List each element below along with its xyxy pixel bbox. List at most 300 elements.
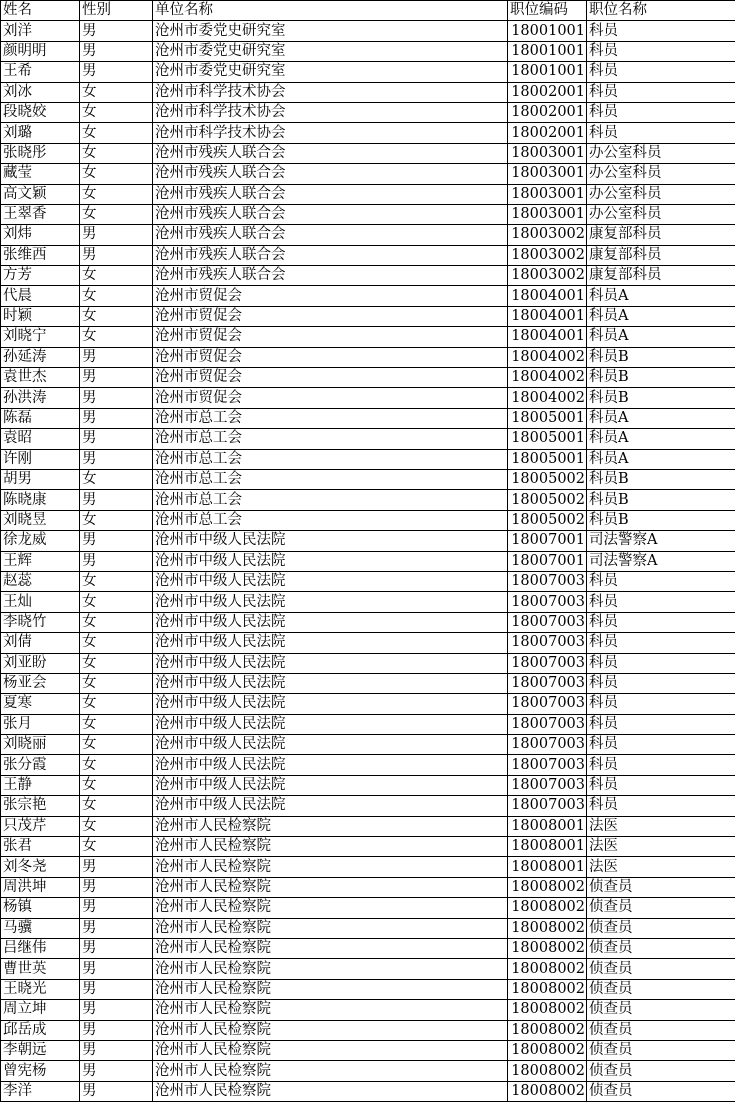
position-name-cell: 科员 xyxy=(587,102,735,122)
table-row xyxy=(1,21,735,41)
gender-cell: 男 xyxy=(80,1000,153,1020)
name-cell: 孙延涛 xyxy=(1,347,80,367)
unit-cell: 沧州市残疾人联合会 xyxy=(153,184,508,204)
position-name-cell: 科员 xyxy=(587,673,735,693)
table-row xyxy=(1,592,735,612)
gender-cell: 男 xyxy=(80,408,153,428)
gender-cell: 男 xyxy=(80,1040,153,1060)
gender-cell: 男 xyxy=(80,1020,153,1040)
header-position-name: 职位名称 xyxy=(587,1,735,21)
gender-cell: 女 xyxy=(80,775,153,795)
position-code-cell: 18005001 xyxy=(508,408,587,428)
position-name-cell: 科员B xyxy=(587,368,735,388)
table-row xyxy=(1,571,735,591)
unit-cell: 沧州市委党史研究室 xyxy=(153,62,508,82)
unit-cell: 沧州市人民检察院 xyxy=(153,1061,508,1081)
table-row xyxy=(1,551,735,571)
position-code-cell: 18005001 xyxy=(508,449,587,469)
position-code-cell: 18004002 xyxy=(508,347,587,367)
gender-cell: 女 xyxy=(80,306,153,326)
unit-cell: 沧州市人民检察院 xyxy=(153,877,508,897)
unit-cell: 沧州市残疾人联合会 xyxy=(153,164,508,184)
name-cell: 曾宪杨 xyxy=(1,1061,80,1081)
table-row xyxy=(1,1061,735,1081)
unit-cell: 沧州市科学技术协会 xyxy=(153,123,508,143)
unit-cell: 沧州市总工会 xyxy=(153,449,508,469)
position-code-cell: 18007003 xyxy=(508,633,587,653)
name-cell: 刘晓昱 xyxy=(1,510,80,530)
unit-cell: 沧州市人民检察院 xyxy=(153,857,508,877)
table-row xyxy=(1,388,735,408)
unit-cell: 沧州市科学技术协会 xyxy=(153,82,508,102)
gender-cell: 男 xyxy=(80,62,153,82)
position-code-cell: 18007003 xyxy=(508,735,587,755)
position-name-cell: 科员 xyxy=(587,735,735,755)
unit-cell: 沧州市人民检察院 xyxy=(153,959,508,979)
unit-cell: 沧州市总工会 xyxy=(153,490,508,510)
name-cell: 杨镇 xyxy=(1,898,80,918)
unit-cell: 沧州市中级人民法院 xyxy=(153,796,508,816)
table-row xyxy=(1,898,735,918)
table-row xyxy=(1,306,735,326)
unit-cell: 沧州市贸促会 xyxy=(153,368,508,388)
name-cell: 刘晓丽 xyxy=(1,735,80,755)
position-name-cell: 科员A xyxy=(587,327,735,347)
table-row xyxy=(1,102,735,122)
unit-cell: 沧州市中级人民法院 xyxy=(153,571,508,591)
gender-cell: 女 xyxy=(80,286,153,306)
table-row xyxy=(1,857,735,877)
name-cell: 张分霞 xyxy=(1,755,80,775)
table-row xyxy=(1,633,735,653)
gender-cell: 男 xyxy=(80,490,153,510)
name-cell: 陈磊 xyxy=(1,408,80,428)
table-row xyxy=(1,714,735,734)
gender-cell: 男 xyxy=(80,918,153,938)
unit-cell: 沧州市贸促会 xyxy=(153,306,508,326)
position-name-cell: 科员A xyxy=(587,408,735,428)
table-row xyxy=(1,1081,735,1101)
position-code-cell: 18007003 xyxy=(508,592,587,612)
position-code-cell: 18003001 xyxy=(508,184,587,204)
unit-cell: 沧州市贸促会 xyxy=(153,286,508,306)
table-row xyxy=(1,469,735,489)
position-name-cell: 侦查员 xyxy=(587,1000,735,1020)
position-name-cell: 科员B xyxy=(587,347,735,367)
position-name-cell: 法医 xyxy=(587,816,735,836)
name-cell: 周立坤 xyxy=(1,1000,80,1020)
position-name-cell: 侦查员 xyxy=(587,918,735,938)
position-code-cell: 18008002 xyxy=(508,877,587,897)
position-code-cell: 18008002 xyxy=(508,979,587,999)
gender-cell: 女 xyxy=(80,571,153,591)
gender-cell: 女 xyxy=(80,204,153,224)
name-cell: 王灿 xyxy=(1,592,80,612)
name-cell: 张晓彤 xyxy=(1,143,80,163)
position-name-cell: 科员 xyxy=(587,714,735,734)
name-cell: 夏寒 xyxy=(1,694,80,714)
table-row xyxy=(1,1040,735,1060)
gender-cell: 女 xyxy=(80,612,153,632)
position-name-cell: 科员B xyxy=(587,469,735,489)
position-name-cell: 科员 xyxy=(587,694,735,714)
unit-cell: 沧州市贸促会 xyxy=(153,347,508,367)
unit-cell: 沧州市总工会 xyxy=(153,408,508,428)
table-row xyxy=(1,796,735,816)
unit-cell: 沧州市贸促会 xyxy=(153,327,508,347)
position-code-cell: 18008001 xyxy=(508,837,587,857)
position-name-cell: 司法警察A xyxy=(587,531,735,551)
unit-cell: 沧州市中级人民法院 xyxy=(153,531,508,551)
name-cell: 徐龙威 xyxy=(1,531,80,551)
unit-cell: 沧州市贸促会 xyxy=(153,388,508,408)
name-cell: 只茂芹 xyxy=(1,816,80,836)
table-row xyxy=(1,653,735,673)
table-row xyxy=(1,184,735,204)
unit-cell: 沧州市残疾人联合会 xyxy=(153,143,508,163)
table-row xyxy=(1,449,735,469)
unit-cell: 沧州市总工会 xyxy=(153,469,508,489)
unit-cell: 沧州市人民检察院 xyxy=(153,938,508,958)
header-name: 姓名 xyxy=(1,1,80,21)
position-code-cell: 18004001 xyxy=(508,286,587,306)
gender-cell: 男 xyxy=(80,1081,153,1101)
position-name-cell: 科员 xyxy=(587,123,735,143)
gender-cell: 男 xyxy=(80,979,153,999)
position-name-cell: 科员 xyxy=(587,633,735,653)
unit-cell: 沧州市中级人民法院 xyxy=(153,694,508,714)
position-name-cell: 康复部科员 xyxy=(587,245,735,265)
name-cell: 王静 xyxy=(1,775,80,795)
gender-cell: 女 xyxy=(80,102,153,122)
gender-cell: 女 xyxy=(80,714,153,734)
position-name-cell: 办公室科员 xyxy=(587,164,735,184)
position-code-cell: 18003002 xyxy=(508,225,587,245)
position-name-cell: 法医 xyxy=(587,857,735,877)
table-row xyxy=(1,673,735,693)
position-name-cell: 科员 xyxy=(587,21,735,41)
name-cell: 吕继伟 xyxy=(1,938,80,958)
position-code-cell: 18007003 xyxy=(508,612,587,632)
name-cell: 刘冬尧 xyxy=(1,857,80,877)
position-code-cell: 18007003 xyxy=(508,673,587,693)
name-cell: 刘璐 xyxy=(1,123,80,143)
position-code-cell: 18005002 xyxy=(508,510,587,530)
gender-cell: 男 xyxy=(80,898,153,918)
gender-cell: 男 xyxy=(80,531,153,551)
gender-cell: 女 xyxy=(80,694,153,714)
table-row xyxy=(1,286,735,306)
name-cell: 李晓竹 xyxy=(1,612,80,632)
gender-cell: 女 xyxy=(80,82,153,102)
position-name-cell: 侦查员 xyxy=(587,898,735,918)
position-name-cell: 科员 xyxy=(587,612,735,632)
position-code-cell: 18008002 xyxy=(508,1081,587,1101)
unit-cell: 沧州市人民检察院 xyxy=(153,837,508,857)
gender-cell: 男 xyxy=(80,877,153,897)
position-name-cell: 科员A xyxy=(587,429,735,449)
position-name-cell: 科员 xyxy=(587,571,735,591)
gender-cell: 女 xyxy=(80,633,153,653)
position-code-cell: 18008002 xyxy=(508,1061,587,1081)
position-code-cell: 18008002 xyxy=(508,1000,587,1020)
unit-cell: 沧州市科学技术协会 xyxy=(153,102,508,122)
gender-cell: 女 xyxy=(80,816,153,836)
table-row xyxy=(1,938,735,958)
name-cell: 张维西 xyxy=(1,245,80,265)
position-name-cell: 侦查员 xyxy=(587,1020,735,1040)
unit-cell: 沧州市中级人民法院 xyxy=(153,612,508,632)
table-row xyxy=(1,918,735,938)
table-row xyxy=(1,368,735,388)
position-code-cell: 18004002 xyxy=(508,368,587,388)
position-name-cell: 科员 xyxy=(587,653,735,673)
name-cell: 刘冰 xyxy=(1,82,80,102)
position-name-cell: 科员B xyxy=(587,510,735,530)
position-code-cell: 18008002 xyxy=(508,898,587,918)
gender-cell: 女 xyxy=(80,143,153,163)
position-code-cell: 18005002 xyxy=(508,490,587,510)
table-row xyxy=(1,204,735,224)
header-gender: 性别 xyxy=(80,1,153,21)
position-code-cell: 18002001 xyxy=(508,102,587,122)
position-name-cell: 科员B xyxy=(587,388,735,408)
position-name-cell: 科员 xyxy=(587,62,735,82)
unit-cell: 沧州市中级人民法院 xyxy=(153,673,508,693)
table-row xyxy=(1,143,735,163)
table-row xyxy=(1,979,735,999)
table-row xyxy=(1,510,735,530)
name-cell: 代晨 xyxy=(1,286,80,306)
table-row xyxy=(1,347,735,367)
gender-cell: 女 xyxy=(80,327,153,347)
position-name-cell: 侦查员 xyxy=(587,877,735,897)
position-code-cell: 18007001 xyxy=(508,531,587,551)
name-cell: 时颖 xyxy=(1,306,80,326)
unit-cell: 沧州市委党史研究室 xyxy=(153,41,508,61)
position-name-cell: 侦查员 xyxy=(587,1061,735,1081)
header-position-code: 职位编码 xyxy=(508,1,587,21)
position-name-cell: 侦查员 xyxy=(587,959,735,979)
table-row xyxy=(1,959,735,979)
position-code-cell: 18008002 xyxy=(508,918,587,938)
table-row xyxy=(1,775,735,795)
position-code-cell: 18007003 xyxy=(508,571,587,591)
gender-cell: 女 xyxy=(80,735,153,755)
table-row xyxy=(1,429,735,449)
position-code-cell: 18002001 xyxy=(508,123,587,143)
position-name-cell: 司法警察A xyxy=(587,551,735,571)
position-code-cell: 18002001 xyxy=(508,82,587,102)
position-code-cell: 18008002 xyxy=(508,938,587,958)
table-row xyxy=(1,225,735,245)
gender-cell: 女 xyxy=(80,837,153,857)
gender-cell: 男 xyxy=(80,347,153,367)
unit-cell: 沧州市人民检察院 xyxy=(153,1040,508,1060)
name-cell: 张宗艳 xyxy=(1,796,80,816)
gender-cell: 女 xyxy=(80,469,153,489)
position-name-cell: 办公室科员 xyxy=(587,143,735,163)
position-code-cell: 18007001 xyxy=(508,551,587,571)
position-name-cell: 侦查员 xyxy=(587,979,735,999)
table-body xyxy=(1,21,735,1102)
unit-cell: 沧州市中级人民法院 xyxy=(153,653,508,673)
table-row xyxy=(1,245,735,265)
position-code-cell: 18007003 xyxy=(508,755,587,775)
position-name-cell: 侦查员 xyxy=(587,1040,735,1060)
position-code-cell: 18003001 xyxy=(508,204,587,224)
position-name-cell: 科员 xyxy=(587,775,735,795)
gender-cell: 男 xyxy=(80,1061,153,1081)
name-cell: 王翠香 xyxy=(1,204,80,224)
gender-cell: 男 xyxy=(80,857,153,877)
position-name-cell: 科员 xyxy=(587,592,735,612)
position-code-cell: 18008001 xyxy=(508,857,587,877)
header-unit: 单位名称 xyxy=(153,1,508,21)
unit-cell: 沧州市残疾人联合会 xyxy=(153,225,508,245)
gender-cell: 男 xyxy=(80,368,153,388)
name-cell: 方芳 xyxy=(1,266,80,286)
unit-cell: 沧州市中级人民法院 xyxy=(153,551,508,571)
gender-cell: 男 xyxy=(80,551,153,571)
name-cell: 刘炜 xyxy=(1,225,80,245)
header-row xyxy=(1,1,735,21)
name-cell: 邱岳成 xyxy=(1,1020,80,1040)
name-cell: 孙洪涛 xyxy=(1,388,80,408)
position-code-cell: 18003001 xyxy=(508,164,587,184)
name-cell: 刘晓宁 xyxy=(1,327,80,347)
table-row xyxy=(1,490,735,510)
table-row xyxy=(1,755,735,775)
unit-cell: 沧州市中级人民法院 xyxy=(153,592,508,612)
position-code-cell: 18007003 xyxy=(508,653,587,673)
position-code-cell: 18007003 xyxy=(508,714,587,734)
name-cell: 李朝远 xyxy=(1,1040,80,1060)
unit-cell: 沧州市人民检察院 xyxy=(153,1000,508,1020)
unit-cell: 沧州市总工会 xyxy=(153,510,508,530)
name-cell: 张君 xyxy=(1,837,80,857)
table-row xyxy=(1,1000,735,1020)
position-code-cell: 18005002 xyxy=(508,469,587,489)
name-cell: 袁昭 xyxy=(1,429,80,449)
table-row xyxy=(1,82,735,102)
table-row xyxy=(1,735,735,755)
unit-cell: 沧州市残疾人联合会 xyxy=(153,204,508,224)
table-row xyxy=(1,266,735,286)
gender-cell: 女 xyxy=(80,755,153,775)
name-cell: 刘洋 xyxy=(1,21,80,41)
position-name-cell: 科员 xyxy=(587,796,735,816)
table-row xyxy=(1,877,735,897)
position-name-cell: 法医 xyxy=(587,837,735,857)
gender-cell: 女 xyxy=(80,653,153,673)
table-row xyxy=(1,41,735,61)
gender-cell: 男 xyxy=(80,388,153,408)
name-cell: 高文颖 xyxy=(1,184,80,204)
gender-cell: 男 xyxy=(80,938,153,958)
gender-cell: 女 xyxy=(80,184,153,204)
gender-cell: 男 xyxy=(80,429,153,449)
name-cell: 陈晓康 xyxy=(1,490,80,510)
table-row xyxy=(1,123,735,143)
name-cell: 藏莹 xyxy=(1,164,80,184)
table-row xyxy=(1,816,735,836)
position-name-cell: 侦查员 xyxy=(587,1081,735,1101)
name-cell: 王辉 xyxy=(1,551,80,571)
unit-cell: 沧州市中级人民法院 xyxy=(153,714,508,734)
position-code-cell: 18004002 xyxy=(508,388,587,408)
unit-cell: 沧州市人民检察院 xyxy=(153,918,508,938)
name-cell: 曹世英 xyxy=(1,959,80,979)
unit-cell: 沧州市残疾人联合会 xyxy=(153,245,508,265)
unit-cell: 沧州市中级人民法院 xyxy=(153,633,508,653)
gender-cell: 男 xyxy=(80,959,153,979)
gender-cell: 男 xyxy=(80,449,153,469)
name-cell: 马骥 xyxy=(1,918,80,938)
gender-cell: 女 xyxy=(80,266,153,286)
position-name-cell: 康复部科员 xyxy=(587,225,735,245)
position-code-cell: 18004001 xyxy=(508,327,587,347)
gender-cell: 女 xyxy=(80,673,153,693)
position-code-cell: 18008001 xyxy=(508,816,587,836)
name-cell: 王晓光 xyxy=(1,979,80,999)
position-name-cell: 办公室科员 xyxy=(587,204,735,224)
table-row xyxy=(1,164,735,184)
unit-cell: 沧州市人民检察院 xyxy=(153,816,508,836)
position-name-cell: 科员 xyxy=(587,41,735,61)
position-name-cell: 办公室科员 xyxy=(587,184,735,204)
gender-cell: 男 xyxy=(80,21,153,41)
table-row xyxy=(1,408,735,428)
gender-cell: 女 xyxy=(80,123,153,143)
table-row xyxy=(1,531,735,551)
name-cell: 胡男 xyxy=(1,469,80,489)
unit-cell: 沧州市人民检察院 xyxy=(153,898,508,918)
position-name-cell: 科员 xyxy=(587,82,735,102)
position-code-cell: 18007003 xyxy=(508,694,587,714)
table-row xyxy=(1,694,735,714)
unit-cell: 沧州市人民检察院 xyxy=(153,979,508,999)
position-name-cell: 科员A xyxy=(587,286,735,306)
name-cell: 袁世杰 xyxy=(1,368,80,388)
name-cell: 刘亚盼 xyxy=(1,653,80,673)
unit-cell: 沧州市人民检察院 xyxy=(153,1020,508,1040)
name-cell: 段晓姣 xyxy=(1,102,80,122)
gender-cell: 男 xyxy=(80,245,153,265)
gender-cell: 女 xyxy=(80,510,153,530)
name-cell: 李洋 xyxy=(1,1081,80,1101)
position-code-cell: 18001001 xyxy=(508,62,587,82)
position-code-cell: 18008002 xyxy=(508,1020,587,1040)
name-cell: 颜明明 xyxy=(1,41,80,61)
position-name-cell: 科员B xyxy=(587,490,735,510)
name-cell: 王希 xyxy=(1,62,80,82)
position-name-cell: 科员A xyxy=(587,306,735,326)
position-code-cell: 18003001 xyxy=(508,143,587,163)
table-row xyxy=(1,612,735,632)
gender-cell: 男 xyxy=(80,41,153,61)
position-code-cell: 18008002 xyxy=(508,1040,587,1060)
table-row xyxy=(1,1020,735,1040)
table-row xyxy=(1,327,735,347)
unit-cell: 沧州市中级人民法院 xyxy=(153,755,508,775)
unit-cell: 沧州市中级人民法院 xyxy=(153,775,508,795)
unit-cell: 沧州市残疾人联合会 xyxy=(153,266,508,286)
position-name-cell: 康复部科员 xyxy=(587,266,735,286)
table-row xyxy=(1,837,735,857)
position-code-cell: 18003002 xyxy=(508,266,587,286)
unit-cell: 沧州市中级人民法院 xyxy=(153,735,508,755)
